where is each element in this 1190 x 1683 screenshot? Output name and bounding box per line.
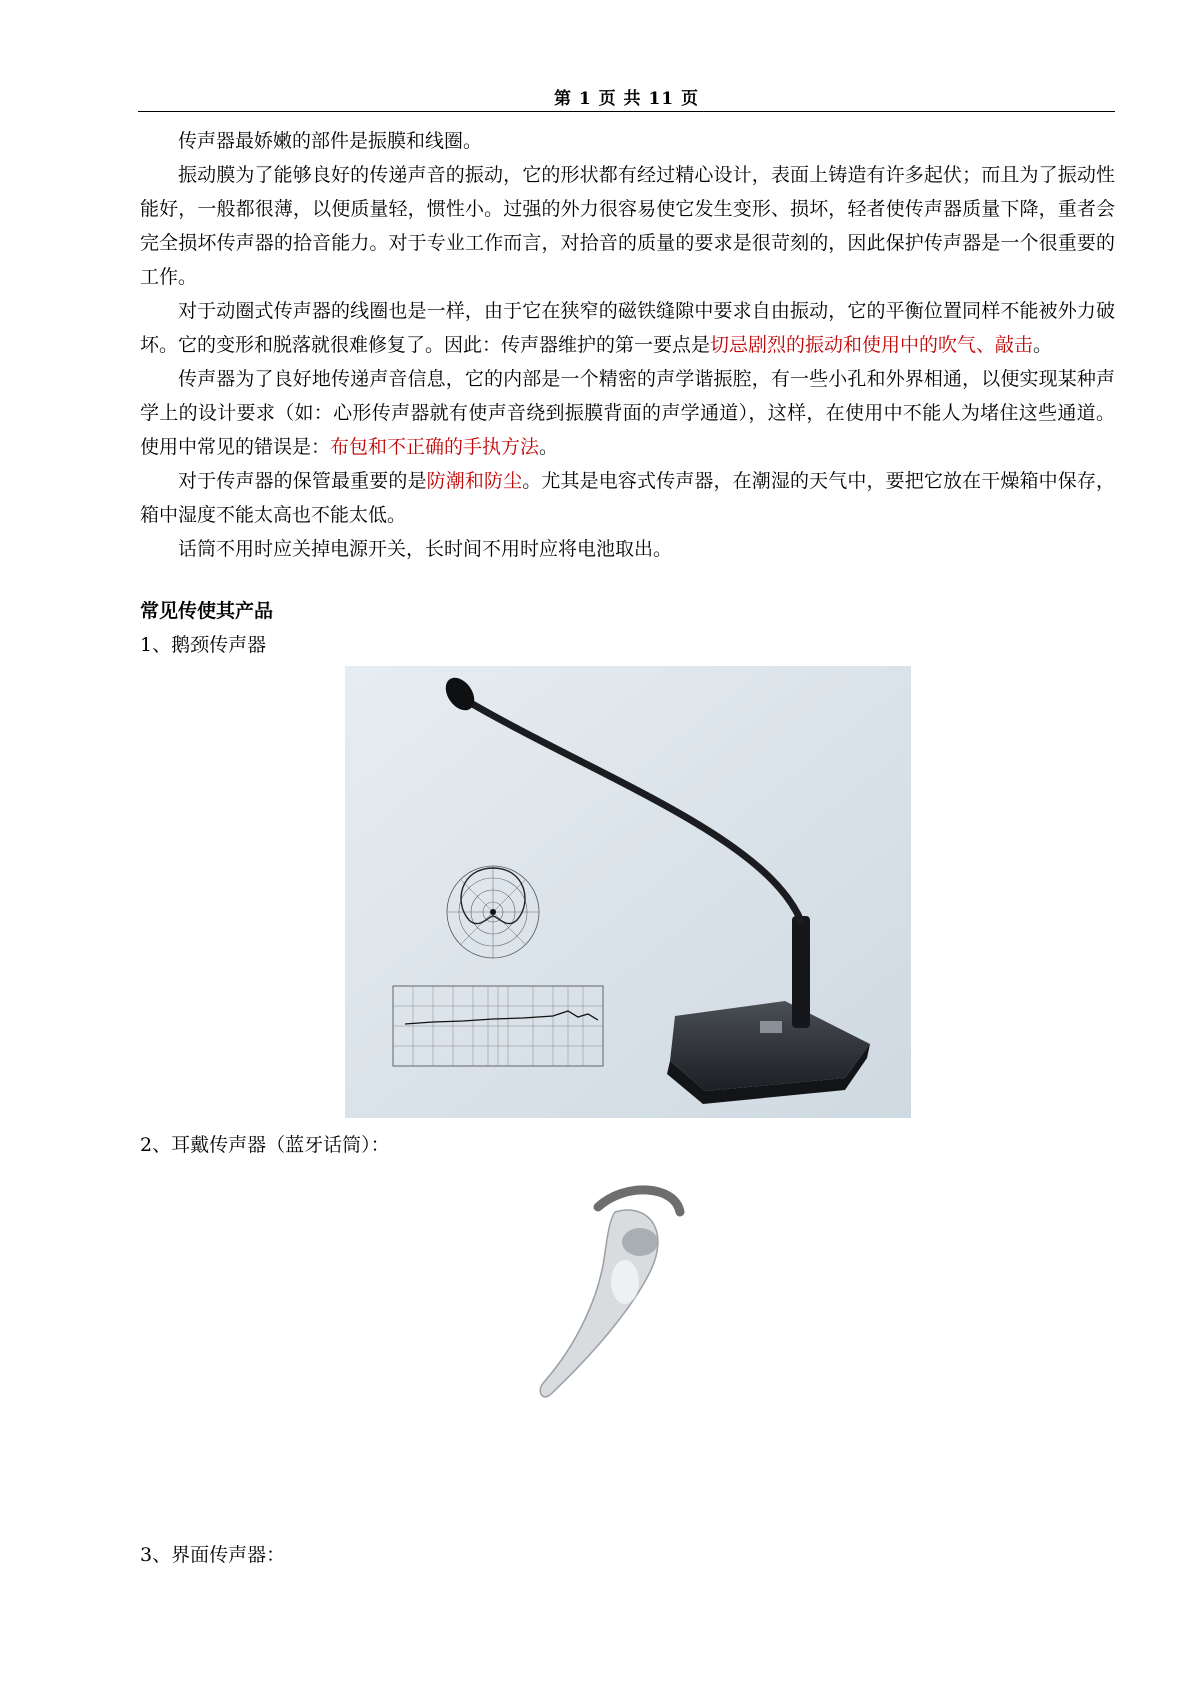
paragraph-1: 传声器最娇嫩的部件是振膜和线圈。 (178, 130, 483, 152)
polar-pattern-graphic (447, 866, 539, 958)
gooseneck-microphone-image (345, 666, 911, 1118)
header-rule (138, 111, 1115, 112)
paragraph-2: 振动膜为了能够良好的传递声音的振动，它的形状都有经过精心设计，表面上铸造有许多起伏；而且为了振动性能好，一般都很薄，以便质量轻，惯性小。过强的外力很容易使它发生变形、损坏，轻者使传声器质量下降，重者会完全损坏传声器的拾音能力。对于专业工作而言，对拾音的质量的要求是很苛刻的，因此保护传声器是一个很重要的工作。 (140, 164, 1115, 288)
product-item-3: 3、界面传声器： (140, 1544, 286, 1566)
highlight-text: 切忌剧烈的振动和使用中的吹气、敲击 (710, 334, 1034, 356)
document-body (140, 124, 1115, 662)
highlight-text: 防潮和防尘 (426, 470, 523, 492)
section-title: 常见传使其产品 (140, 600, 274, 622)
product-item-1: 1、鹅颈传声器 (140, 634, 267, 656)
paragraph-5: 对于传声器的保管最重要的是防潮和防尘。尤其是电容式传声器，在潮湿的天气中，要把它放在干燥箱中保存，箱中湿度不能太高也不能太低。 (140, 470, 1115, 526)
highlight-text: 布包和不正确的手执方法 (330, 436, 540, 458)
product-item-2: 2、耳戴传声器（蓝牙话筒）： (140, 1134, 390, 1156)
bluetooth-headset-image (530, 1177, 730, 1412)
base-label (760, 1021, 782, 1033)
paragraph-3: 对于动圈式传声器的线圈也是一样，由于它在狭窄的磁铁缝隙中要求自由振动，它的平衡位置同样不能被外力破坏。它的变形和脱落就很难修复了。因此：传声器维护的第一要点是切忌剧烈的振动和使用中的吹气、敲击。 (140, 300, 1115, 356)
paragraph-4: 传声器为了良好地传递声音信息，它的内部是一个精密的声学谐振腔，有一些小孔和外界相通，以便实现某种声学上的设计要求（如：心形传声器就有使声音绕到振膜背面的声学通道），这样，在使用中不能人为堵住这些通道。使用中常见的错误是：布包和不正确的手执方法。 (140, 368, 1115, 458)
page-header: 第 1 页 共 11 页 (553, 89, 700, 109)
paragraph-6: 话筒不用时应关掉电源开关，长时间不用时应将电池取出。 (178, 538, 673, 560)
